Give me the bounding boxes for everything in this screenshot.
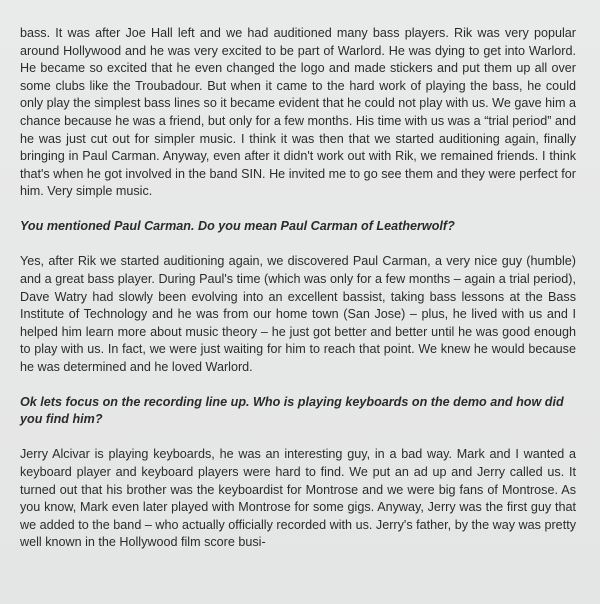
answer-paragraph-rik: bass. It was after Joe Hall left and we had auditioned many bass players. Rik was very popular around Hollywood and he was very excited to be part of Warlord. He was dying to get into Warlord. He became so excited that he even changed the logo and made stickers and put them up all over some clubs like the Troubadour. But when it came to the hard work of playing the bass, he could only play the simplest bass lines so it became evident that he could not play with us. We gave him a chance because he was a friend, but only for a few months. His time with us was a “trial period” and he was just cut out for simpler music. I think it was then that we started auditioning again, finally bringing in Paul Carman. Anyway, even after it didn't work out with Rik, we remained friends. I think that's when he got involved in the band SIN. He invited me to go see them and they were perfect for him. Very simple music. <box>20 26 576 199</box>
answer-paragraph-jerry-alcivar: Jerry Alcivar is playing keyboards, he was an interesting guy, in a bad way. Mark and I wanted a keyboard player and keyboard players were hard to find. We put an ad up and Jerry called us. It turned out that his brother was the keyboardist for Montrose and we were big fans of Montrose. As you know, Mark even later played with Montrose for some gigs. Anyway, Jerry was the first guy that we added to the band – who actually officially recorded with us. Jerry's father, by the way was pretty well known in the Hollywood film score busi- <box>20 447 576 550</box>
answer-paragraph-paul-carman: Yes, after Rik we started auditioning again, we discovered Paul Carman, a very nice guy (humble) and a great bass player. During Paul's time (which was only for a few months – again a trial period), Dave Watry had slowly been evolving into an excellent bassist, taking bass lessons at the Bass Institute of Technology and he was from our home town (San Jose) – plus, he lived with us and I helped him learn more about music theory – he just got better and better until he was good enough to play with us. In fact, we were just waiting for him to reach that point. We knew he would because he was determined and he loved Warlord. <box>20 254 576 374</box>
question-keyboards: Ok lets focus on the recording line up. Who is playing keyboards on the demo and how did you find him? <box>20 394 564 427</box>
question-paul-carman: You mentioned Paul Carman. Do you mean Paul Carman of Leatherwolf? <box>20 219 455 234</box>
interview-text <box>20 25 576 552</box>
